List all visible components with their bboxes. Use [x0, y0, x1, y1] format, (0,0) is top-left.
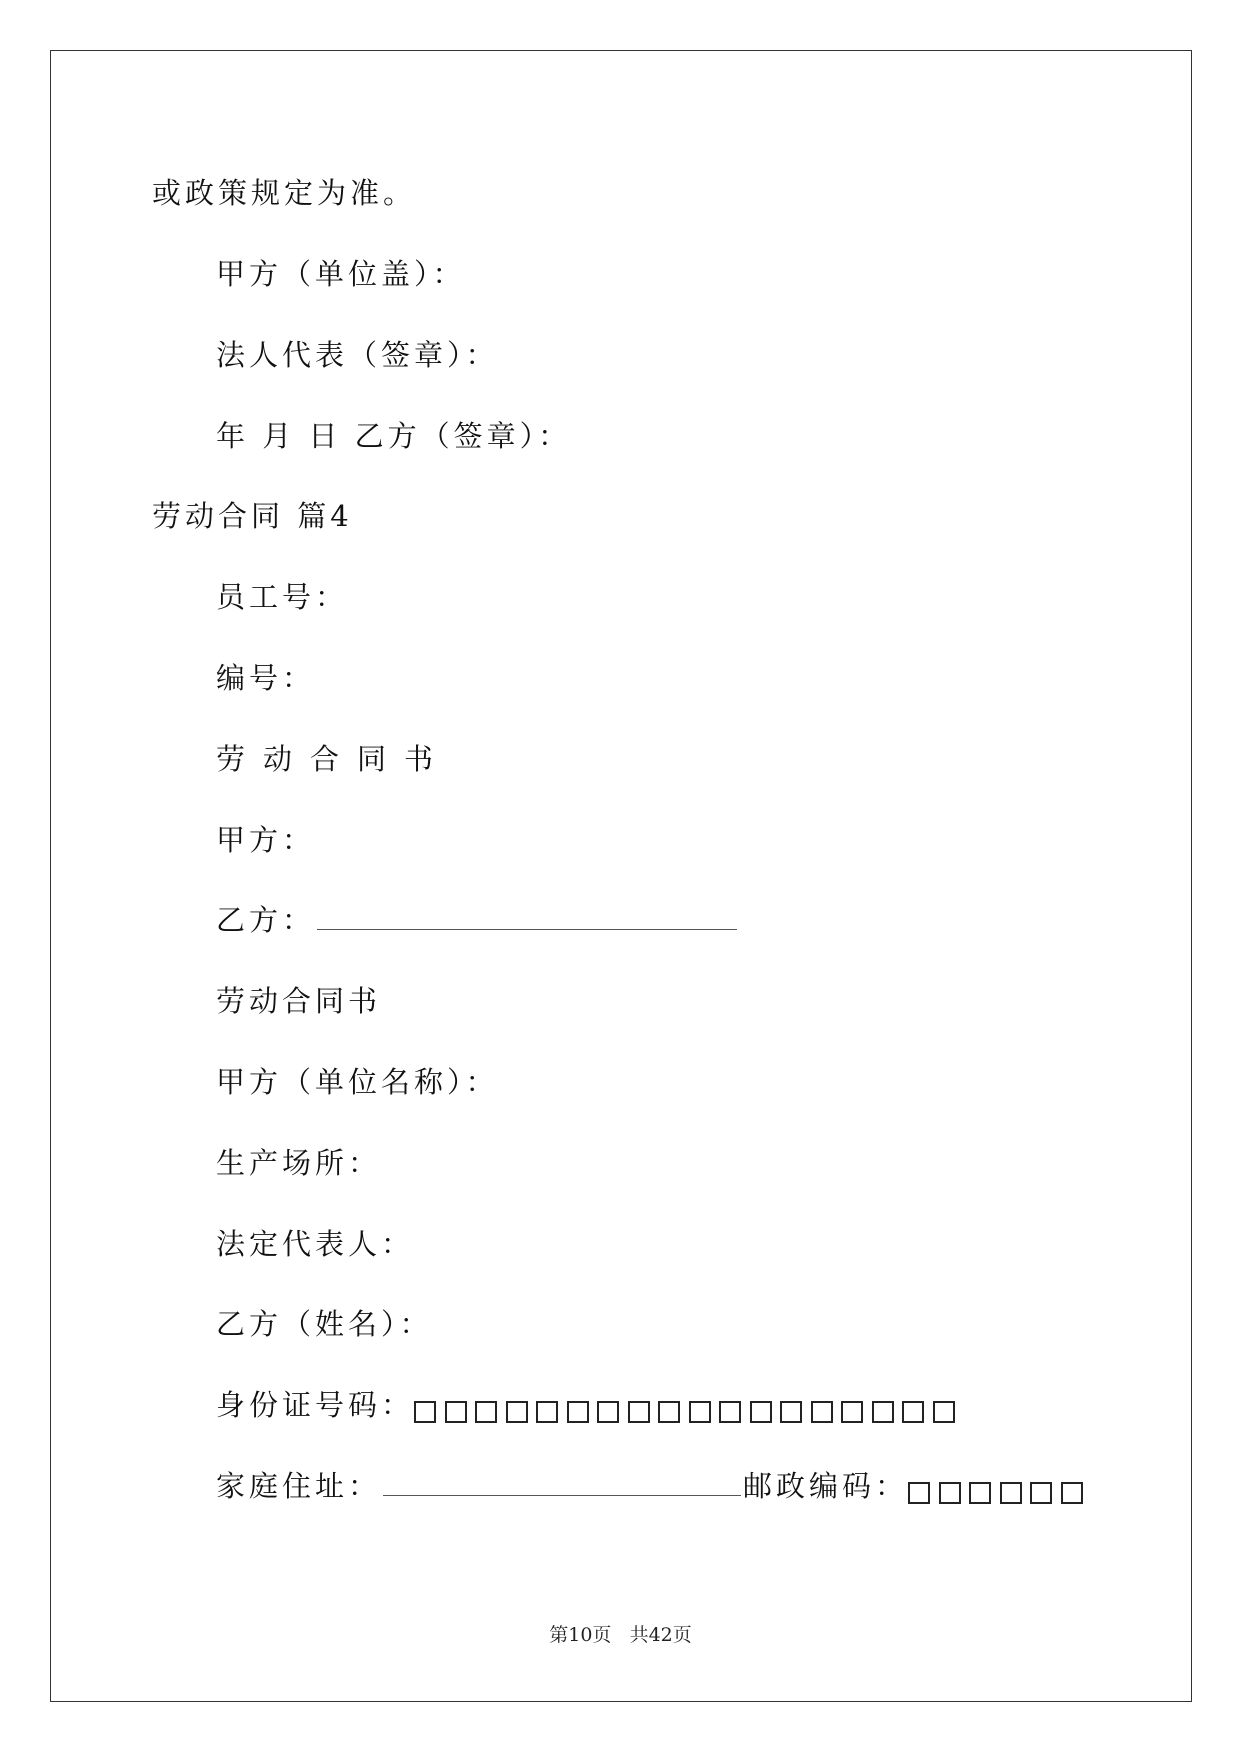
input-box: [933, 1401, 955, 1423]
id-number-label: 身份证号码：: [216, 1388, 415, 1422]
party-b-label: 乙方：: [216, 903, 316, 937]
workplace-label: 生产场所：: [216, 1146, 382, 1180]
input-box: [536, 1401, 558, 1423]
party-a-company-name-label: 甲方（单位名称）：: [216, 1065, 499, 1099]
employee-number-label: 员工号：: [216, 580, 349, 614]
party-b-blank: [317, 901, 737, 930]
input-box: [841, 1401, 863, 1423]
input-box: [445, 1401, 467, 1423]
contract-title: 劳动合同书: [216, 984, 382, 1018]
input-box: [506, 1401, 528, 1423]
input-box: [597, 1401, 619, 1423]
home-address-label: 家庭住址：: [216, 1469, 382, 1503]
address-row: [216, 1466, 1091, 1506]
contract-title-spaced: 劳动合同书: [216, 742, 452, 776]
input-box: [414, 1401, 436, 1423]
input-box: [1000, 1482, 1022, 1504]
input-box: [939, 1482, 961, 1504]
input-box: [1030, 1482, 1052, 1504]
input-box: [811, 1401, 833, 1423]
input-box: [567, 1401, 589, 1423]
input-box: [872, 1401, 894, 1423]
input-box: [780, 1401, 802, 1423]
input-box: [902, 1401, 924, 1423]
legal-rep-signature-label: 法人代表（签章）：: [216, 338, 499, 372]
input-box: [689, 1401, 711, 1423]
party-b-name-label: 乙方（姓名）：: [216, 1307, 433, 1341]
id-number-row: [216, 1385, 963, 1425]
postal-code-label: 邮政编码：: [743, 1469, 909, 1503]
page-border: [50, 50, 1192, 1702]
home-address-blank: [383, 1467, 741, 1496]
postal-code-boxes: [908, 1474, 1091, 1502]
legal-representative-label: 法定代表人：: [216, 1227, 415, 1261]
party-b-row: [216, 900, 739, 940]
serial-number-label: 编号：: [216, 661, 316, 695]
date-party-b-signature-label: 年 月 日 乙方（签章）：: [216, 419, 572, 453]
page-footer: [0, 1622, 1241, 1648]
party-a-seal-label: 甲方（单位盖）：: [216, 257, 466, 291]
page-total: 共42页: [629, 1624, 692, 1646]
input-box: [1061, 1482, 1083, 1504]
party-a-label: 甲方：: [216, 823, 316, 857]
input-box: [719, 1401, 741, 1423]
section-heading: 劳动合同 篇4: [152, 499, 353, 533]
page-number: 第10页: [549, 1624, 612, 1646]
input-box: [750, 1401, 772, 1423]
input-box: [628, 1401, 650, 1423]
input-box: [908, 1482, 930, 1504]
input-box: [969, 1482, 991, 1504]
input-box: [475, 1401, 497, 1423]
continuation-text: 或政策规定为准。: [152, 176, 417, 210]
id-number-boxes: [414, 1393, 963, 1421]
input-box: [658, 1401, 680, 1423]
